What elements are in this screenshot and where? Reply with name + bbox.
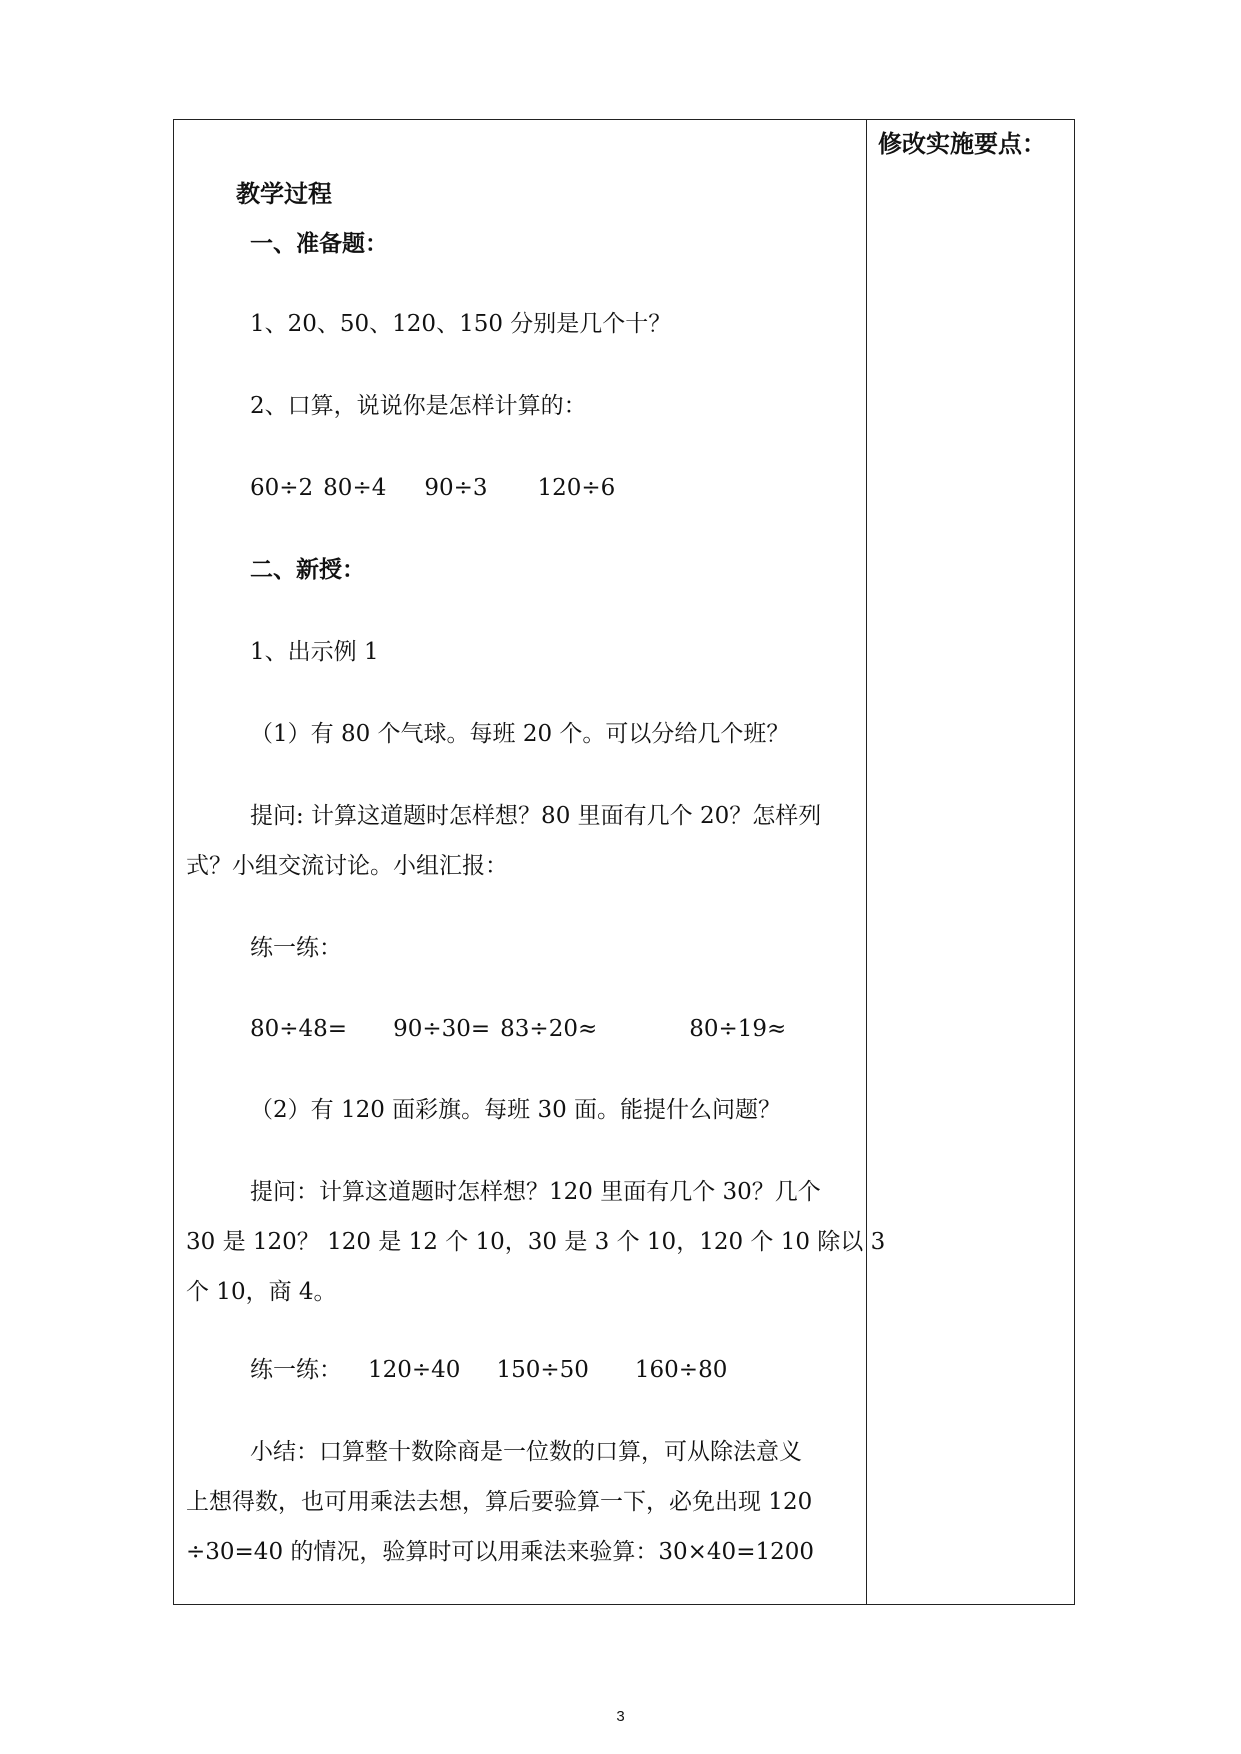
exercise-item: 120÷6 [537, 475, 616, 501]
practice-item: 80÷19≈ [689, 1016, 787, 1042]
practice-1-row [250, 1015, 786, 1043]
exercise-item: 90÷3 [424, 475, 488, 501]
summary-line-1: 小结：口算整十数除商是一位数的口算，可从除法意义 [250, 1439, 802, 1465]
practice-item: 150÷50 [496, 1357, 589, 1383]
lesson-title: 教学过程 [236, 180, 332, 208]
section2-heading: 二、新授： [250, 557, 365, 583]
summary-line-2: 上想得数，也可用乘法去想，算后要验算一下，必免出现 120 [186, 1489, 813, 1515]
problem-1: （1）有 80 个气球。每班 20 个。可以分给几个班？ [250, 721, 790, 747]
practice-item: 80÷48= [250, 1016, 348, 1042]
summary-line-3: ÷30=40 的情况，验算时可以用乘法来验算：30×40=1200 [186, 1539, 814, 1565]
question-1: 1、20、50、120、150 分别是几个十？ [250, 311, 672, 337]
side-column-title: 修改实施要点： [878, 130, 1046, 158]
problem-2-question-line-3: 个 10，商 4。 [186, 1279, 337, 1305]
q2-exercise-row [250, 474, 615, 502]
practice-1-label: 练一练： [250, 935, 342, 961]
exercise-item: 60÷2 [250, 475, 314, 501]
practice-item: 90÷30= [393, 1016, 491, 1042]
section1-heading: 一、准备题： [250, 231, 388, 257]
column-divider [866, 119, 867, 1605]
practice-item: 120÷40 [368, 1357, 461, 1383]
exercise-item: 80÷4 [323, 475, 387, 501]
example-label: 1、出示例 1 [250, 639, 379, 665]
question-2: 2、口算，说说你是怎样计算的： [250, 393, 587, 419]
practice-2-label: 练一练： [250, 1357, 342, 1383]
practice-2-row [250, 1356, 727, 1384]
problem-1-question-line-2: 式？小组交流讨论。小组汇报： [186, 853, 508, 879]
practice-item: 83÷20≈ [500, 1016, 598, 1042]
page-number: 3 [616, 1708, 625, 1725]
problem-2-question-line-2: 30 是 120？ 120 是 12 个 10，30 是 3 个 10，120 个 10 除以 3 [186, 1229, 886, 1255]
problem-1-question-line-1: 提问: 计算这道题时怎样想？80 里面有几个 20？怎样列 [250, 803, 822, 829]
problem-2-question-line-1: 提问：计算这道题时怎样想？120 里面有几个 30？几个 [250, 1179, 821, 1205]
problem-2: （2）有 120 面彩旗。每班 30 面。能提什么问题？ [250, 1097, 782, 1123]
practice-item: 160÷80 [634, 1357, 728, 1383]
